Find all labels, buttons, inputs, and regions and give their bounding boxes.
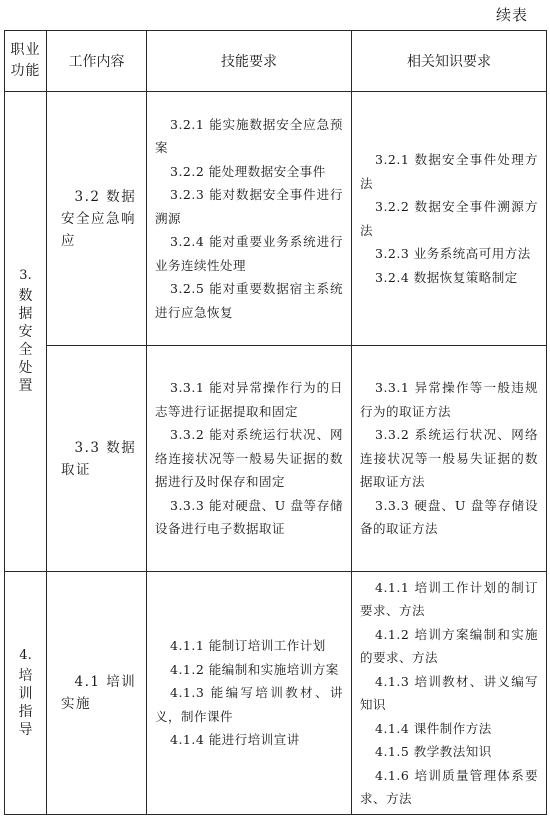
function-number: 4. [19, 647, 32, 663]
knowledge-item: 3.2.1 数据安全事件处理方法 [360, 152, 538, 191]
function-name: 培训指导 [18, 667, 33, 738]
skill-cell [147, 346, 352, 572]
header-content: 工作内容 [47, 31, 147, 92]
knowledge-cell [352, 92, 547, 346]
skill-item: 3.2.1 能实施数据安全应急预案 [155, 116, 343, 156]
skill-item: 3.3.3 能对硬盘、U 盘等存储设备进行电子数据取证 [155, 497, 343, 537]
header-knowledge: 相关知识要求 [352, 31, 547, 92]
knowledge-item: 3.3.2 系统运行状况、网络连接状况等一般易失证据的数据取证方法 [360, 427, 538, 490]
knowledge-item: 4.1.6 培训质量管理体系要求、方法 [360, 767, 538, 806]
skill-item: 4.1.3 能编写培训教材、讲义，制作课件 [155, 685, 343, 724]
skill-item: 4.1.4 能进行培训宣讲 [170, 732, 300, 748]
function-cell-4 [5, 572, 47, 815]
skills-table [4, 30, 547, 815]
header-skill: 技能要求 [147, 31, 352, 92]
content-cell: 3.2 数据安全应急响应 [47, 92, 147, 346]
function-number: 3. [19, 268, 32, 283]
table-row [5, 572, 547, 815]
function-cell-3 [5, 92, 47, 572]
skill-item: 3.2.3 能对数据安全事件进行溯源 [155, 187, 343, 226]
skill-cell [147, 572, 352, 815]
skill-item: 4.1.1 能制订培训工作计划 [170, 638, 326, 654]
knowledge-item: 4.1.4 课件制作方法 [375, 720, 492, 736]
skill-item: 4.1.2 能编制和实施培训方案 [170, 661, 339, 677]
knowledge-item: 3.2.4 数据恢复策略制定 [375, 269, 518, 285]
knowledge-item: 3.3.3 硬盘、U 盘等存储设备的取证方法 [360, 497, 538, 537]
knowledge-item: 4.1.2 培训方案编制和实施的要求、方法 [360, 626, 538, 665]
knowledge-item: 4.1.3 培训教材、讲义编写知识 [360, 673, 538, 712]
knowledge-cell [352, 572, 547, 815]
continued-label: 续表 [495, 6, 528, 24]
skill-item: 3.2.5 能对重要数据宿主系统进行应急恢复 [155, 281, 343, 320]
skill-item: 3.3.2 能对系统运行状况、网络连接状况等一般易失证据的数据进行及时保存和固定 [155, 427, 343, 490]
content-cell: 3.3 数据取证 [47, 346, 147, 572]
skill-item: 3.2.2 能处理数据安全事件 [170, 163, 326, 179]
knowledge-item: 3.2.3 业务系统高可用方法 [375, 246, 531, 261]
knowledge-cell [352, 346, 547, 572]
content-cell: 4.1 培训实施 [47, 572, 147, 815]
table-header-row [5, 31, 547, 92]
knowledge-item: 4.1.5 教学教法知识 [375, 744, 492, 759]
knowledge-item: 3.3.1 异常操作等一般违规行为的取证方法 [360, 380, 538, 419]
function-name: 数据安全处置 [18, 288, 33, 394]
header-function: 职业功能 [5, 31, 47, 92]
knowledge-item: 4.1.1 培训工作计划的制订要求、方法 [360, 579, 538, 618]
skill-item: 3.2.4 能对重要业务系统进行业务连续性处理 [155, 234, 343, 273]
skill-item: 3.3.1 能对异常操作行为的日志等进行证据提取和固定 [155, 380, 343, 419]
table-row [5, 92, 547, 346]
skill-cell [147, 92, 352, 346]
knowledge-item: 3.2.2 数据安全事件溯源方法 [360, 199, 538, 238]
table-row [5, 346, 547, 572]
